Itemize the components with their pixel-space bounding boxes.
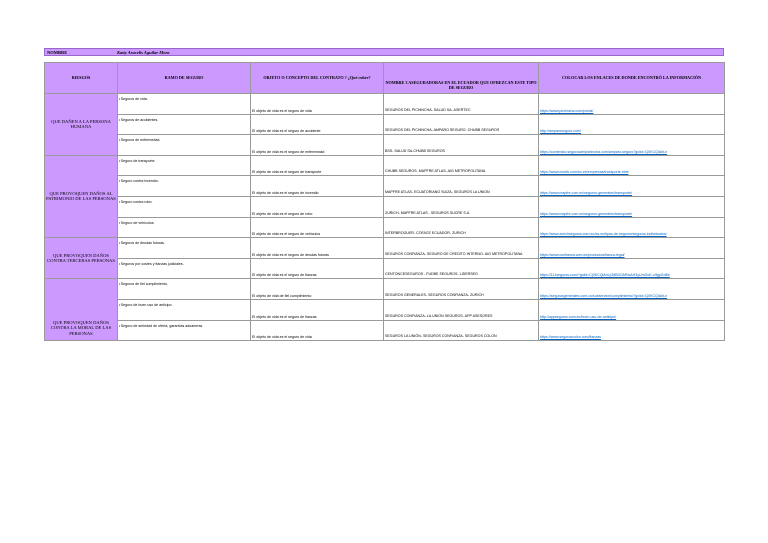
aseguradoras-cell: MAPFRE ATLAS- ECUATORIANO SUIZA- SEGUROS LA UNION: [384, 176, 539, 197]
ramo-cell: [118, 320, 251, 341]
header-enlaces: COLOCAR LOS ENLACES DE DONDE ENCONTRÓ LA INFORMACIÓN: [539, 63, 725, 94]
ramo-cell: [118, 196, 251, 217]
bullet-icon: •: [119, 323, 121, 328]
bullet-icon: •: [119, 179, 121, 184]
enlace-link[interactable]: https://111seguros.com/?gclid=Cj0KCQiAhLjG8BG0ARIsAH3yUmGoK-cIfgpGdMr: [539, 258, 725, 279]
objeto-cell: El objeto de vida es el seguro de accidente: [251, 114, 384, 135]
bullet-icon: •: [119, 261, 121, 266]
ramo-text: Seguro contra robo.: [120, 199, 153, 204]
ramo-text: Seguro contra incendio.: [120, 179, 159, 184]
aseguradoras-cell: CENTONCESEGUROS - FUDBE SEGUROS- LIDERSEG: [384, 258, 539, 279]
bullet-icon: •: [119, 282, 121, 287]
ramo-cell: [118, 94, 251, 115]
aseguradoras-cell: SEGUROS CONFIANZA- LA UNION SEGUROS- APP ASESORES: [384, 299, 539, 320]
risk-cell-patrimonio: QUE PROVOQUEN DAÑOS AL PATRIMONIO DE LAS PERSONAS: [45, 155, 118, 237]
enlace-link[interactable]: http://appseguros.com.ec/buen-uso-de-anticipo/: [539, 299, 725, 320]
table-row: [45, 320, 725, 341]
ramo-cell: [118, 279, 251, 300]
aseguradoras-cell: SEGUROS LA UNIÓN- SEGUROS CONFIANZA- SEGUROS COLON: [384, 320, 539, 341]
enlace-link[interactable]: https://contenido.segurosdelpichincha.com/amparo-seguro?gclid=Cj0KCQiAhLn: [539, 135, 725, 156]
aseguradoras-cell: INTERBROGUER- COFACE ECUADOR- ZURICH: [384, 217, 539, 238]
name-label: NOMBRE: [47, 49, 68, 55]
aseguradoras-cell: CHUBB SEGUROS- MAPFRE ATLAS- AIG METROPOLITANA: [384, 155, 539, 176]
risk-cell-terceros: QUE PROVOQUEN DAÑOS CONTRA TERCERAS PERSONAS: [45, 238, 118, 279]
objeto-cell: El objeto de vida es el seguro de vehiculos: [251, 217, 384, 238]
aseguradoras-cell: SEGUROS CONFIANZA- SEGURO DE CREDITO INTERNO- AIG METROPOLITANA: [384, 238, 539, 259]
table-row: [45, 196, 725, 217]
enlace-link[interactable]: https://segurosgenerales.com.co/subservice/cumplimiento/?gclid=Cj0KCQiAhLn: [539, 279, 725, 300]
table-row: [45, 114, 725, 135]
header-riesgos: RIESGOS: [45, 63, 118, 94]
ramo-text: Seguros por costes y fianzas judiciales.: [120, 261, 184, 266]
ramo-text: Seguros de fiel cumplimiento.: [120, 282, 168, 287]
objeto-cell: El objeto de vida es el seguro de robo: [251, 196, 384, 217]
spreadsheet-sheet: [44, 48, 724, 56]
table-row: [45, 176, 725, 197]
ramo-text: Seguros de enfermedad.: [120, 138, 161, 143]
ramo-text: Seguro de seriedad de oferta, garantías aduaneras: [120, 323, 203, 328]
table-row: [45, 279, 725, 300]
bullet-icon: •: [119, 199, 121, 204]
ramo-text: Seguro de buen uso de anticipo.: [120, 302, 173, 307]
ramo-cell: [118, 135, 251, 156]
objeto-cell: El objeto de vida es el seguro de transporte: [251, 155, 384, 176]
ramo-text: Seguro de vehículos.: [120, 220, 155, 225]
aseguradoras-cell: SEGUROS DEL PICHINCHA- SALUD SA- ASERTEC: [384, 94, 539, 115]
objeto-cell: El objeto de vida de fiel cumplimiento: [251, 279, 384, 300]
objeto-cell: El objeto de vida es el seguro de vida: [251, 94, 384, 115]
objeto-cell: El objeto de vida es el seguro de enfermedad: [251, 135, 384, 156]
header-ramo: RAMO DE SEGURO: [118, 63, 251, 94]
objeto-cell: El objeto de vida es el seguro de deudas futuras: [251, 238, 384, 259]
bullet-icon: •: [119, 302, 121, 307]
enlace-link[interactable]: https://www.confianza.com.ec/productos/fianza-legal/: [539, 238, 725, 259]
risk-cell-persona: QUE DAÑEN A LA PERSONA HUMANA: [45, 94, 118, 156]
table-row: [45, 238, 725, 259]
enlace-link[interactable]: https://www.pichincha.com/portal/: [539, 94, 725, 115]
bullet-icon: •: [119, 97, 121, 101]
bullet-icon: •: [119, 158, 121, 163]
table-row: [45, 155, 725, 176]
ramo-cell: [118, 155, 251, 176]
table-row: [45, 94, 725, 115]
ramo-cell: [118, 217, 251, 238]
ramo-text: Seguros de deudas futuras.: [120, 241, 165, 246]
objeto-cell: El objeto de vida es el seguro de fianzas: [251, 299, 384, 320]
bullet-icon: •: [119, 138, 121, 143]
aseguradoras-cell: BSS- SALUD SA-CHUBB SEGUROS: [384, 135, 539, 156]
enlace-link[interactable]: https://www.chubb.com/ec-es/empresas/transporte.html: [539, 155, 725, 176]
name-value[interactable]: Katty Aracelis Aguilar Mora: [117, 49, 170, 55]
enlace-link[interactable]: https://www.seguroscolon.com/fianzas: [539, 320, 725, 341]
ramo-cell: [118, 299, 251, 320]
aseguradoras-cell: SEGUROS DEL PICHINCHA- AMPARO SEGURO- CHUBB SEGUROS: [384, 114, 539, 135]
objeto-cell: El objeto de vida es el seguro de fianzas: [251, 258, 384, 279]
enlace-link[interactable]: https://www.zurichseguros.com.ec/es-ec/tipos-de-seguros/seguros-individuales/: [539, 217, 725, 238]
ramo-text: Seguros de accidentes.: [120, 117, 159, 122]
bullet-icon: •: [119, 220, 121, 225]
objeto-cell: El objeto de vida es el seguro de incendio: [251, 176, 384, 197]
ramo-cell: [118, 176, 251, 197]
objeto-cell: El objeto de vida es el seguro de vida: [251, 320, 384, 341]
ramo-text: Seguro de transporte.: [120, 158, 156, 163]
enlace-link[interactable]: https://www.mapfre.com.ec/seguros-generales/transporte/: [539, 196, 725, 217]
table-row: [45, 258, 725, 279]
enlace-link[interactable]: https://www.mapfre.com.ec/seguros-generales/transporte/: [539, 176, 725, 197]
bullet-icon: •: [119, 117, 121, 122]
name-row: [44, 48, 724, 56]
table-row: [45, 135, 725, 156]
aseguradoras-cell: ZURICH- MAPFRE ATLAS - SEGUROS SUCRE S.A.: [384, 196, 539, 217]
aseguradoras-cell: SEGUROS GENERALES- SEGUROS CONFIANZA- ZURICH: [384, 279, 539, 300]
header-objeto: OBJETO O CONCEPTO DEL CONTRATO ? ¿Qué cubre?: [251, 63, 384, 94]
bullet-icon: •: [119, 241, 121, 246]
ramo-text: Seguros de vida.: [120, 97, 148, 101]
risk-cell-moral: QUE PROVOQUEN DAÑOS CONTRA LA MORAL DE LAS PERSONAS: [45, 279, 118, 341]
table-row: [45, 217, 725, 238]
insurance-table: [44, 62, 725, 341]
ramo-cell: [118, 258, 251, 279]
table-row: [45, 299, 725, 320]
ramo-cell: [118, 238, 251, 259]
ramo-cell: [118, 114, 251, 135]
enlace-link[interactable]: http://amparoseguro.com/: [539, 114, 725, 135]
header-aseguradoras: NOMBRE 3 ASEGURADORAS EN EL ECUADOR QUE OFREZCAN ESTE TIPO DE SEGURO: [384, 63, 539, 94]
